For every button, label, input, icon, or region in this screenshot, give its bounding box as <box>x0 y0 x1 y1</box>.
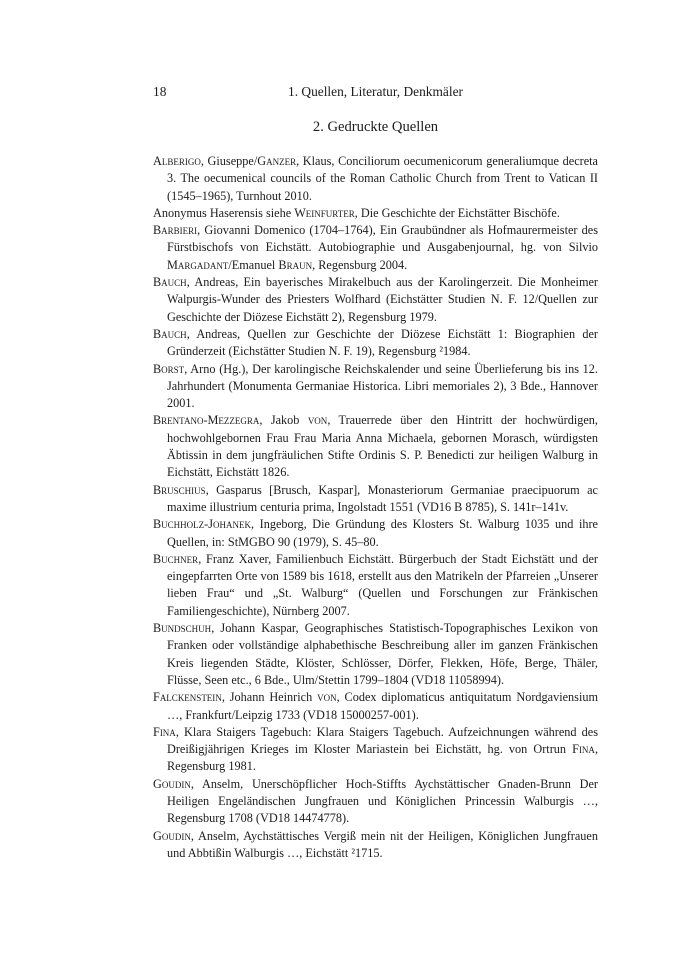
entry-text: , Giovanni Domenico (1704–1764), Ein Graubündner als Hofmaurermeister des Fürstbischofs von Eichstätt. Autobiographie und Ausgabenjournal, hg. von Silvio <box>167 223 598 255</box>
bibliography-entry <box>153 153 598 205</box>
page-number: 18 <box>153 84 167 99</box>
entry-text: , Jakob <box>259 413 308 428</box>
entry-text: , Klaus, Conciliorum oecumenicorum generaliumque decreta 3. The oecumenical councils of the Roman Catholic Church from Trent to Vatican II (1545–1965), Turnhout 2010. <box>167 154 598 203</box>
author-name: Bundschuh <box>153 621 212 636</box>
entry-text: , Regensburg 1981. <box>167 742 598 774</box>
author-name: Alberigo <box>153 154 201 168</box>
author-name: von <box>317 690 337 705</box>
author-name: Margadant <box>167 257 229 272</box>
author-name: Ganzer <box>257 154 297 168</box>
bibliography-entry <box>153 222 598 274</box>
entry-text: /Emanuel <box>228 257 279 272</box>
author-name: Buchholz-Johanek <box>153 517 252 532</box>
bibliography-entry <box>153 776 598 828</box>
bibliography-entry <box>153 482 598 517</box>
bibliography-entry <box>153 205 598 222</box>
author-name: Barbieri <box>153 223 198 238</box>
bibliography-entry <box>153 828 598 863</box>
bibliography-entry <box>153 361 598 413</box>
author-name: Bruschius <box>153 482 206 497</box>
entry-text: , Arno (Hg.), Der karolingische Reichskalender und seine Überlieferung bis ins 12. Jahrhundert (Monumenta Germaniae Historica. Libri memoriales 2), 3 Bde., Hannover 2001. <box>167 361 598 411</box>
bibliography-list <box>153 153 598 862</box>
author-name: Falckenstein <box>153 690 222 705</box>
author-name: Braun <box>278 257 313 272</box>
bibliography-entry <box>153 516 598 551</box>
entry-text: , Klara Staigers Tagebuch: Klara Staigers Tagebuch. Aufzeichnungen während des Dreißigjährigen Krieges im Kloster Mariastein bei Eichstätt, hg. von Ortrun <box>167 724 598 757</box>
author-name: Bauch <box>153 275 187 290</box>
entry-text: , Johann Kaspar, Geographisches Statistisch-Topographisches Lexikon von Franken oder vollständige alphabethische Beschreibung aller im ganzen Fränkischen Kreis liegenden Städte, Klöster, Schlösser, Dörfer, Flekken, Höfe, Berge, Thäler, Flüsse, Seen etc., 6 Bde., Ulm/Stettin 1799–1804 (VD18 11058994). <box>167 621 598 687</box>
author-name: Goudin <box>153 776 191 791</box>
bibliography-entry <box>153 689 598 724</box>
author-name: Weinfurter <box>294 205 355 220</box>
running-head: 1. Quellen, Literatur, Denkmäler <box>288 84 463 99</box>
bibliography-entry <box>153 412 598 481</box>
entry-text: , Giuseppe/ <box>200 154 258 168</box>
author-name: Fina <box>572 742 595 757</box>
entry-text: , Codex diplomaticus antiquitatum Nordgaviensium …, Frankfurt/Leipzig 1733 (VD18 15000257-001). <box>167 690 598 722</box>
bibliography-entry <box>153 724 598 776</box>
entry-text: , Johann Heinrich <box>221 690 318 705</box>
entry-text: , Gasparus [Brusch, Kaspar], Monasteriorum Germaniae praecipuorum ac maxime illustrium centuria prima, Ingolstadt 1551 (VD16 B 8785), S. 141r–141v. <box>167 482 598 514</box>
entry-text: Anonymus Haserensis siehe <box>153 205 295 220</box>
page-header <box>153 84 598 104</box>
bibliography-entry <box>153 326 598 361</box>
author-name: Fina <box>153 724 176 739</box>
entry-text: , Anselm, Aychstättisches Vergiß mein nit der Heiligen, Königlichen Jungfrauen und Abbtißin Walburgis …, Eichstätt ²1715. <box>167 828 598 860</box>
author-name: Bauch <box>153 326 187 341</box>
bibliography-entry <box>153 620 598 689</box>
entry-text: , Andreas, Ein bayerisches Mirakelbuch aus der Karolingerzeit. Die Monheimer Walpurgis-Wunder des Priesters Wolfhard (Eichstätter Studien N. F. 12/Quellen zur Geschichte der Diözese Eichstätt 2), Regensburg 1979. <box>167 275 598 324</box>
entry-text: , Trauerrede über den Hintritt der hochwürdigen, hochwohlgebornen Frau Frau Maria Anna Michaela, gebornen Morasch, würdigsten Äbtissin in dem jungfräulichen Stifte Ordinis S. P. Benedicti zur heiligen Walburg in Eichstätt, Eichstätt 1826. <box>167 413 598 480</box>
bibliography-entry <box>153 551 598 620</box>
entry-text: , Andreas, Quellen zur Geschichte der Diözese Eichstätt 1: Biographien der Gründerzeit (Eichstätter Studien N. F. 19), Regensburg ²1984. <box>167 326 598 359</box>
entry-text: , Anselm, Unerschöpflicher Hoch-Stiffts Aychstättischer Gnaden-Brunn Der Heiligen Engeländischen Jungfrauen und Königlichen Princessin Walburgis …, Regensburg 1708 (VD18 14474778). <box>167 776 598 826</box>
author-name: von <box>307 413 328 428</box>
author-name: Buchner <box>153 551 199 566</box>
bibliography-entry <box>153 274 598 326</box>
entry-text: , Franz Xaver, Familienbuch Eichstätt. Bürgerbuch der Stadt Eichstätt und der eingepfarrten Orte von 1589 bis 1618, erstellt aus den Matrikeln der Pfarreien „Unserer lieben Frau“ und „St. Walburg“ (Quellen und Forschungen zur Fränkischen Familiengeschichte), Nürnberg 2007. <box>167 551 598 618</box>
author-name: Brentano-Mezzegra <box>153 413 260 428</box>
entry-text: , Ingeborg, Die Gründung des Klosters St. Walburg 1035 und ihre Quellen, in: StMGBO 90 (1979), S. 45–80. <box>167 517 598 549</box>
author-name: Borst <box>153 361 185 376</box>
author-name: Goudin <box>153 828 191 843</box>
entry-text: , Regensburg 2004. <box>312 257 408 272</box>
section-title: 2. Gedruckte Quellen <box>312 119 439 135</box>
entry-text: , Die Geschichte der Eichstätter Bischöfe. <box>354 205 560 220</box>
